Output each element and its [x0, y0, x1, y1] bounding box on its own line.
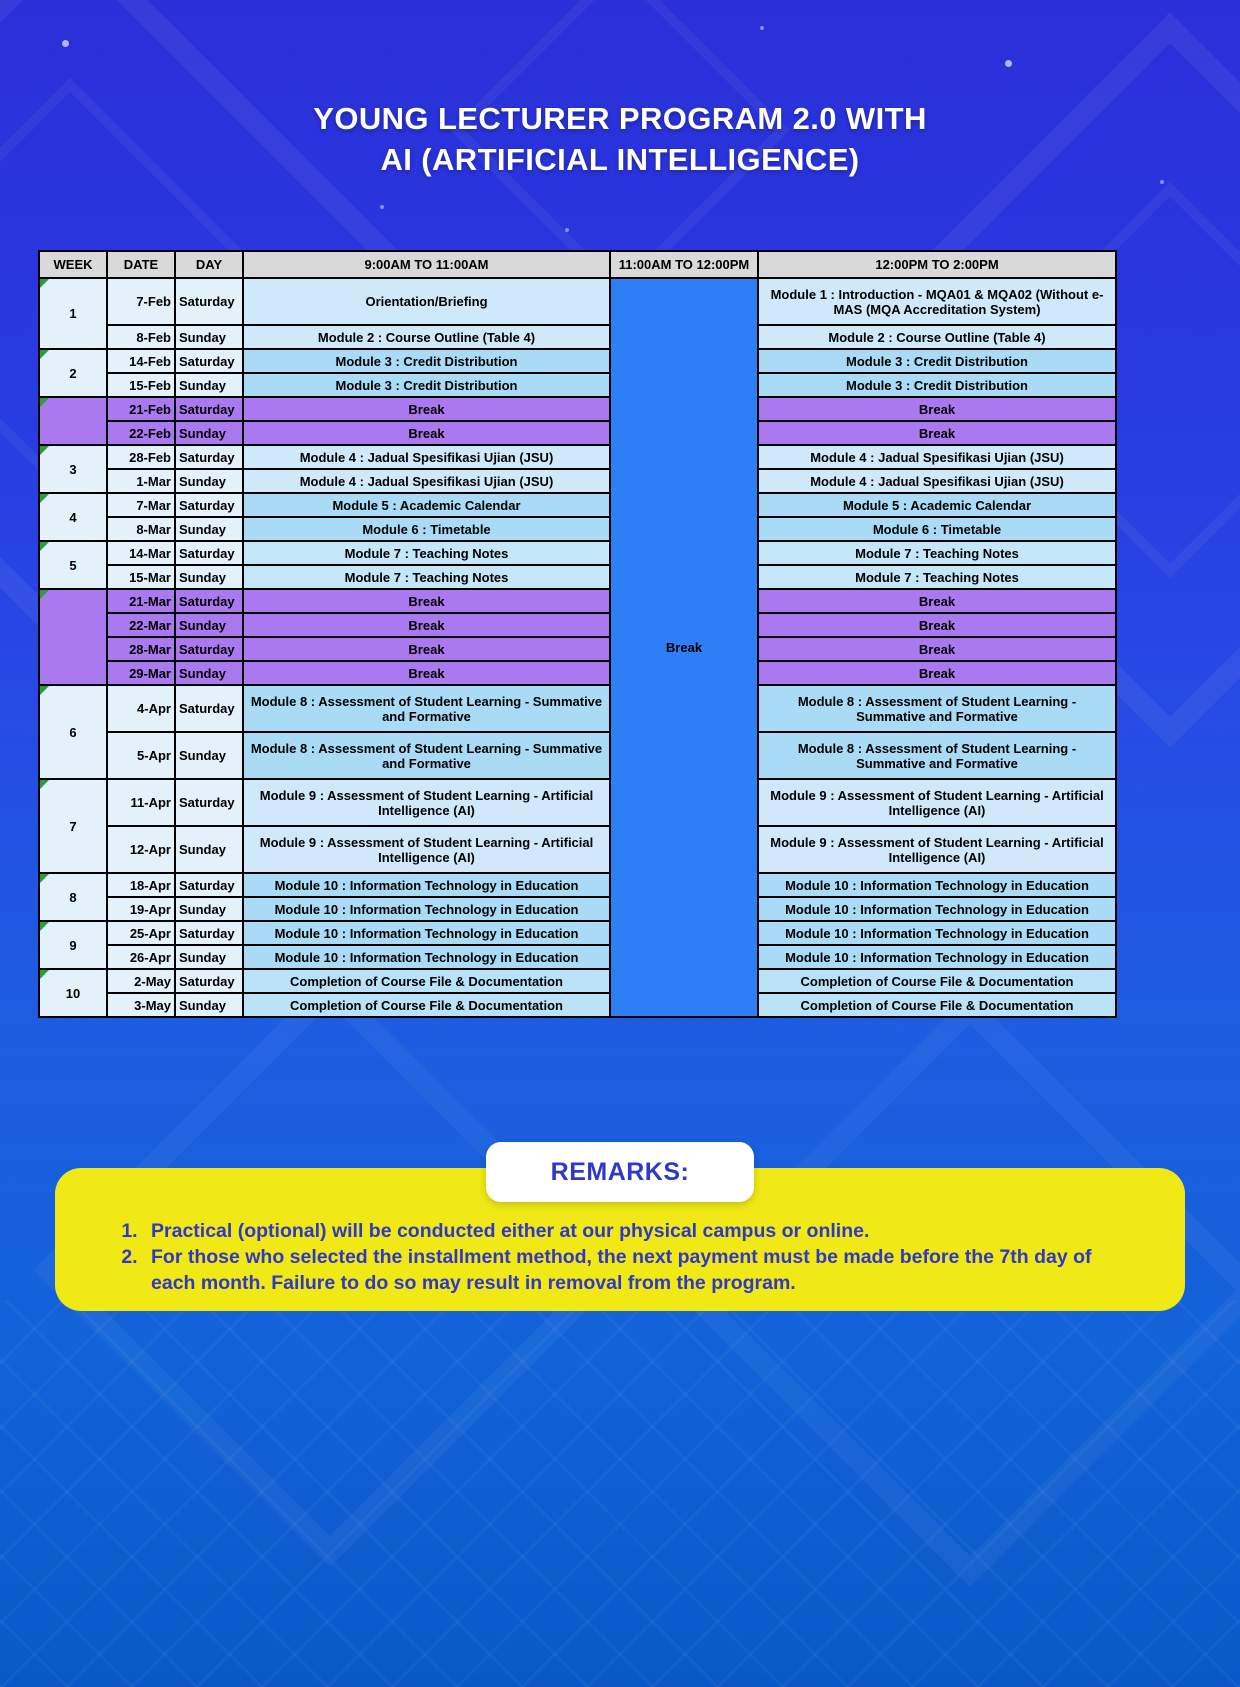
col-header-morning-session: 9:00AM TO 11:00AM: [243, 251, 610, 278]
session-cell-pm: Module 9 : Assessment of Student Learning - Artificial Intelligence (AI): [758, 779, 1116, 826]
week-cell: 10: [39, 969, 107, 1017]
schedule-row: [39, 685, 1116, 732]
session-cell-pm: Module 1 : Introduction - MQA01 & MQA02 (Without e-MAS (MQA Accreditation System): [758, 278, 1116, 325]
week-cell: 3: [39, 445, 107, 493]
schedule-row: [39, 945, 1116, 969]
schedule-row: [39, 897, 1116, 921]
remark-item: 1. Practical (optional) will be conducted either at our physical campus or online.: [143, 1218, 1141, 1244]
session-cell-pm: Module 10 : Information Technology in Education: [758, 945, 1116, 969]
page-title: [0, 98, 1240, 180]
star-dot: [1005, 60, 1012, 67]
date-cell: 28-Mar: [107, 637, 175, 661]
day-cell: Saturday: [175, 589, 243, 613]
col-header-afternoon-session: 12:00PM TO 2:00PM: [758, 251, 1116, 278]
session-cell-am: Completion of Course File & Documentation: [243, 969, 610, 993]
remarks-label: REMARKS:: [550, 1157, 690, 1186]
schedule-row-break: [39, 397, 1116, 421]
week-cell: 9: [39, 921, 107, 969]
session-cell-pm: Break: [758, 589, 1116, 613]
day-cell: Saturday: [175, 493, 243, 517]
day-cell: Sunday: [175, 613, 243, 637]
day-cell: Sunday: [175, 945, 243, 969]
star-dot: [565, 228, 569, 232]
session-cell-am: Break: [243, 661, 610, 685]
schedule-row-break: [39, 589, 1116, 613]
day-cell: Saturday: [175, 637, 243, 661]
schedule-row-break: [39, 637, 1116, 661]
day-cell: Sunday: [175, 469, 243, 493]
session-cell-pm: Module 2 : Course Outline (Table 4): [758, 325, 1116, 349]
session-cell-pm: Break: [758, 613, 1116, 637]
day-cell: Saturday: [175, 921, 243, 945]
week-cell: 7: [39, 779, 107, 873]
page-title-line2: AI (ARTIFICIAL INTELLIGENCE): [380, 142, 860, 177]
session-cell-pm: Module 10 : Information Technology in Education: [758, 873, 1116, 897]
date-cell: 14-Feb: [107, 349, 175, 373]
session-cell-am: Module 2 : Course Outline (Table 4): [243, 325, 610, 349]
session-cell-am: Completion of Course File & Documentation: [243, 993, 610, 1017]
session-cell-am: Module 7 : Teaching Notes: [243, 565, 610, 589]
date-cell: 15-Feb: [107, 373, 175, 397]
schedule-row: [39, 445, 1116, 469]
session-cell-am: Orientation/Briefing: [243, 278, 610, 325]
date-cell: 3-May: [107, 993, 175, 1017]
day-cell: Sunday: [175, 565, 243, 589]
schedule-row: [39, 493, 1116, 517]
session-cell-pm: Module 8 : Assessment of Student Learning - Summative and Formative: [758, 732, 1116, 779]
week-cell: 5: [39, 541, 107, 589]
day-cell: Sunday: [175, 732, 243, 779]
session-cell-pm: Module 9 : Assessment of Student Learning - Artificial Intelligence (AI): [758, 826, 1116, 873]
date-cell: 22-Mar: [107, 613, 175, 637]
session-cell-pm: Break: [758, 637, 1116, 661]
schedule-row: [39, 565, 1116, 589]
date-cell: 26-Apr: [107, 945, 175, 969]
session-cell-pm: Module 8 : Assessment of Student Learning - Summative and Formative: [758, 685, 1116, 732]
day-cell: Saturday: [175, 541, 243, 565]
background-lattice: [0, 1300, 1240, 1687]
schedule-row-break: [39, 613, 1116, 637]
col-header-day: DAY: [175, 251, 243, 278]
week-cell: 8: [39, 873, 107, 921]
session-cell-pm: Module 6 : Timetable: [758, 517, 1116, 541]
session-cell-am: Module 3 : Credit Distribution: [243, 373, 610, 397]
session-cell-am: Module 3 : Credit Distribution: [243, 349, 610, 373]
session-cell-am: Module 4 : Jadual Spesifikasi Ujian (JSU): [243, 469, 610, 493]
schedule-row-break: [39, 661, 1116, 685]
remarks-label-pill: [486, 1142, 754, 1202]
schedule-body: [39, 278, 1116, 1017]
schedule-row: [39, 469, 1116, 493]
session-cell-am: Module 8 : Assessment of Student Learning - Summative and Formative: [243, 732, 610, 779]
date-cell: 2-May: [107, 969, 175, 993]
schedule-row: [39, 325, 1116, 349]
session-cell-am: Module 10 : Information Technology in Education: [243, 921, 610, 945]
session-cell-am: Module 9 : Assessment of Student Learning - Artificial Intelligence (AI): [243, 779, 610, 826]
date-cell: 4-Apr: [107, 685, 175, 732]
page-title-line1: YOUNG LECTURER PROGRAM 2.0 WITH: [313, 101, 927, 136]
schedule-row-break: [39, 421, 1116, 445]
day-cell: Sunday: [175, 517, 243, 541]
day-cell: Saturday: [175, 873, 243, 897]
session-cell-pm: Break: [758, 421, 1116, 445]
session-cell-pm: Module 7 : Teaching Notes: [758, 541, 1116, 565]
date-cell: 8-Mar: [107, 517, 175, 541]
session-cell-am: Module 4 : Jadual Spesifikasi Ujian (JSU): [243, 445, 610, 469]
week-cell: 6: [39, 685, 107, 779]
col-header-date: DATE: [107, 251, 175, 278]
week-cell: 2: [39, 349, 107, 397]
day-cell: Sunday: [175, 897, 243, 921]
remark-item: 2. For those who selected the installment method, the next payment must be made before the 7th day of each month. Failure to do so may result in removal from the program.: [143, 1244, 1141, 1296]
date-cell: 18-Apr: [107, 873, 175, 897]
break-column-cell: Break: [610, 278, 758, 1017]
date-cell: 11-Apr: [107, 779, 175, 826]
schedule-row: [39, 517, 1116, 541]
session-cell-am: Break: [243, 613, 610, 637]
schedule-row: [39, 349, 1116, 373]
day-cell: Sunday: [175, 993, 243, 1017]
day-cell: Sunday: [175, 421, 243, 445]
schedule-table: [38, 250, 1117, 1018]
schedule-row: [39, 969, 1116, 993]
session-cell-am: Break: [243, 637, 610, 661]
date-cell: 7-Mar: [107, 493, 175, 517]
session-cell-am: Module 10 : Information Technology in Education: [243, 873, 610, 897]
session-cell-am: Module 8 : Assessment of Student Learning - Summative and Formative: [243, 685, 610, 732]
date-cell: 21-Feb: [107, 397, 175, 421]
schedule-row: [39, 278, 1116, 325]
date-cell: 22-Feb: [107, 421, 175, 445]
date-cell: 8-Feb: [107, 325, 175, 349]
day-cell: Saturday: [175, 397, 243, 421]
schedule-row: [39, 779, 1116, 826]
col-header-week: WEEK: [39, 251, 107, 278]
session-cell-pm: Module 3 : Credit Distribution: [758, 373, 1116, 397]
week-cell: [39, 589, 107, 685]
session-cell-am: Module 5 : Academic Calendar: [243, 493, 610, 517]
day-cell: Saturday: [175, 685, 243, 732]
day-cell: Saturday: [175, 779, 243, 826]
date-cell: 19-Apr: [107, 897, 175, 921]
schedule-row: [39, 732, 1116, 779]
star-dot: [1160, 180, 1164, 184]
week-cell: 4: [39, 493, 107, 541]
date-cell: 14-Mar: [107, 541, 175, 565]
week-cell: 1: [39, 278, 107, 349]
schedule-row: [39, 541, 1116, 565]
week-cell: [39, 397, 107, 445]
date-cell: 1-Mar: [107, 469, 175, 493]
date-cell: 15-Mar: [107, 565, 175, 589]
date-cell: 28-Feb: [107, 445, 175, 469]
schedule-row: [39, 373, 1116, 397]
day-cell: Sunday: [175, 826, 243, 873]
schedule-row: [39, 873, 1116, 897]
day-cell: Saturday: [175, 349, 243, 373]
date-cell: 25-Apr: [107, 921, 175, 945]
day-cell: Sunday: [175, 661, 243, 685]
date-cell: 29-Mar: [107, 661, 175, 685]
day-cell: Saturday: [175, 445, 243, 469]
col-header-break-hour: 11:00AM TO 12:00PM: [610, 251, 758, 278]
session-cell-am: Module 9 : Assessment of Student Learning - Artificial Intelligence (AI): [243, 826, 610, 873]
schedule-header-row: [39, 251, 1116, 278]
session-cell-pm: Break: [758, 397, 1116, 421]
schedule-row: [39, 993, 1116, 1017]
session-cell-pm: Completion of Course File & Documentation: [758, 969, 1116, 993]
session-cell-pm: Module 10 : Information Technology in Education: [758, 921, 1116, 945]
date-cell: 21-Mar: [107, 589, 175, 613]
day-cell: Sunday: [175, 373, 243, 397]
session-cell-pm: Module 4 : Jadual Spesifikasi Ujian (JSU): [758, 445, 1116, 469]
day-cell: Saturday: [175, 969, 243, 993]
session-cell-pm: Module 5 : Academic Calendar: [758, 493, 1116, 517]
date-cell: 5-Apr: [107, 732, 175, 779]
schedule-table-wrapper: [38, 250, 1117, 1018]
schedule-row: [39, 921, 1116, 945]
star-dot: [760, 26, 764, 30]
session-cell-pm: Module 4 : Jadual Spesifikasi Ujian (JSU): [758, 469, 1116, 493]
date-cell: 12-Apr: [107, 826, 175, 873]
session-cell-pm: Module 3 : Credit Distribution: [758, 349, 1116, 373]
session-cell-pm: Completion of Course File & Documentation: [758, 993, 1116, 1017]
star-dot: [380, 205, 384, 209]
session-cell-am: Break: [243, 421, 610, 445]
star-dot: [62, 40, 69, 47]
session-cell-am: Module 6 : Timetable: [243, 517, 610, 541]
session-cell-am: Module 10 : Information Technology in Education: [243, 897, 610, 921]
session-cell-am: Break: [243, 397, 610, 421]
session-cell-pm: Break: [758, 661, 1116, 685]
day-cell: Sunday: [175, 325, 243, 349]
session-cell-pm: Module 10 : Information Technology in Education: [758, 897, 1116, 921]
session-cell-am: Break: [243, 589, 610, 613]
date-cell: 7-Feb: [107, 278, 175, 325]
session-cell-pm: Module 7 : Teaching Notes: [758, 565, 1116, 589]
day-cell: Saturday: [175, 278, 243, 325]
session-cell-am: Module 7 : Teaching Notes: [243, 541, 610, 565]
session-cell-am: Module 10 : Information Technology in Education: [243, 945, 610, 969]
schedule-row: [39, 826, 1116, 873]
